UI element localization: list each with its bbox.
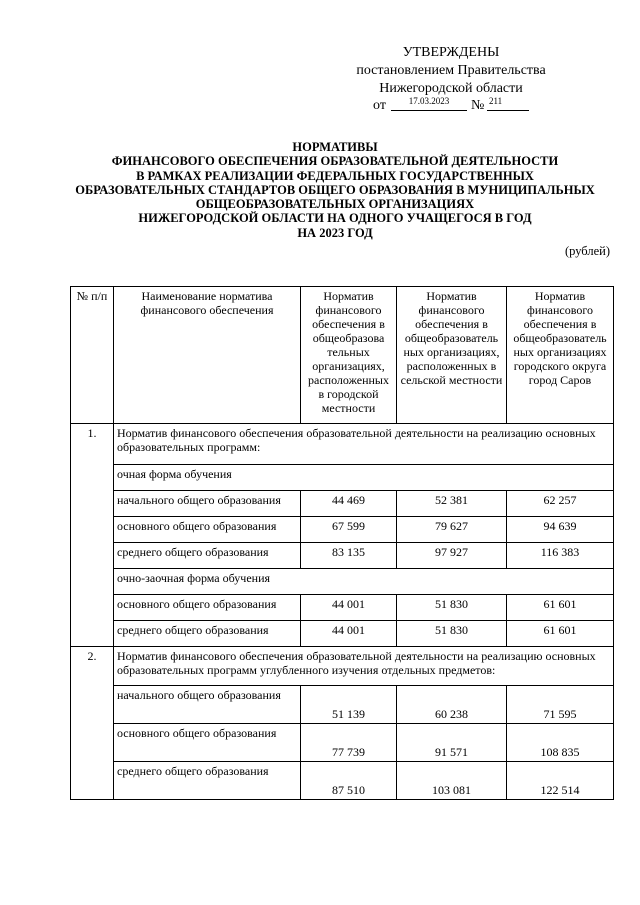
- rural-value: 60 238: [397, 686, 507, 724]
- urban-value: 67 599: [301, 517, 397, 543]
- row-name: основного общего образования: [114, 724, 301, 762]
- rural-value: 79 627: [397, 517, 507, 543]
- approval-line: УТВЕРЖДЕНЫ: [402, 45, 500, 60]
- section-title: Норматив финансового обеспечения образовательной деятельности на реализацию основных образовательных программ:: [114, 424, 614, 465]
- row-name: основного общего образования: [114, 517, 301, 543]
- title-line: В РАМКАХ РЕАЛИЗАЦИИ ФЕДЕРАЛЬНЫХ ГОСУДАРСТВЕННЫХ: [136, 168, 534, 183]
- order-from-label: от: [373, 98, 386, 113]
- table-row: [71, 465, 614, 491]
- row-name: начального общего образования: [114, 686, 301, 724]
- header-cell: Норматив финансового обеспечения в общеобразователь ных организациях городского округа город Саров: [507, 287, 614, 424]
- urban-value: 51 139: [301, 686, 397, 724]
- title-line: НА 2023 ГОД: [297, 225, 373, 240]
- approval-line: постановлением Правительства: [356, 63, 546, 78]
- table-row: [71, 724, 614, 762]
- form-label: очно-заочная форма обучения: [114, 569, 614, 595]
- row-name: начального общего образования: [114, 491, 301, 517]
- title-line: НОРМАТИВЫ: [292, 140, 378, 154]
- urban-value: 77 739: [301, 724, 397, 762]
- row-name: среднего общего образования: [114, 543, 301, 569]
- table-row: [71, 517, 614, 543]
- section-number: 1.: [71, 424, 114, 647]
- urban-value: 44 001: [301, 621, 397, 647]
- row-name: среднего общего образования: [114, 762, 301, 800]
- rural-value: 91 571: [397, 724, 507, 762]
- form-label: очная форма обучения: [114, 465, 614, 491]
- table-row: [71, 595, 614, 621]
- table-row: [71, 686, 614, 724]
- normatives-table: [70, 286, 614, 800]
- header-cell: Норматив финансового обеспечения в общеобразователь ных организациях, расположенных в сельской местности: [397, 287, 507, 424]
- title-line: ОБРАЗОВАТЕЛЬНЫХ СТАНДАРТОВ ОБЩЕГО ОБРАЗОВАНИЯ В МУНИЦИПАЛЬНЫХ: [75, 182, 595, 197]
- urban-value: 44 001: [301, 595, 397, 621]
- row-name: среднего общего образования: [114, 621, 301, 647]
- table-row: [71, 491, 614, 517]
- table-row: [71, 424, 614, 465]
- document-title: [55, 140, 615, 240]
- approval-order: [373, 96, 543, 116]
- title-line: ФИНАНСОВОГО ОБЕСПЕЧЕНИЯ ОБРАЗОВАТЕЛЬНОЙ ДЕЯТЕЛЬНОСТИ: [111, 154, 559, 169]
- header-cell: Норматив финансового обеспечения в общеобразова тельных организациях, расположенных в городской местности: [301, 287, 397, 424]
- table-row: [71, 543, 614, 569]
- header-cell: Наименование норматива финансового обеспечения: [114, 287, 301, 424]
- sarov-value: 122 514: [507, 762, 614, 800]
- urban-value: 87 510: [301, 762, 397, 800]
- table-header-row: [71, 287, 614, 424]
- urban-value: 83 135: [301, 543, 397, 569]
- sarov-value: 62 257: [507, 491, 614, 517]
- section-number: 2.: [71, 647, 114, 800]
- approval-block: [346, 44, 556, 98]
- order-number: 211: [487, 96, 529, 111]
- table-row: [71, 762, 614, 800]
- sarov-value: 116 383: [507, 543, 614, 569]
- urban-value: 44 469: [301, 491, 397, 517]
- sarov-value: 61 601: [507, 621, 614, 647]
- table-row: [71, 647, 614, 686]
- sarov-value: 108 835: [507, 724, 614, 762]
- rural-value: 51 830: [397, 595, 507, 621]
- table-row: [71, 569, 614, 595]
- sarov-value: 94 639: [507, 517, 614, 543]
- header-cell: № п/п: [71, 287, 114, 424]
- order-number-label: №: [471, 98, 485, 113]
- title-line: ОБЩЕОБРАЗОВАТЕЛЬНЫХ ОРГАНИЗАЦИЯХ: [195, 197, 475, 212]
- rural-value: 97 927: [397, 543, 507, 569]
- section-title: Норматив финансового обеспечения образовательной деятельности на реализацию основных образовательных программ углубленного изучения отдельных предметов:: [114, 647, 614, 686]
- order-date: 17.03.2023: [391, 96, 467, 111]
- approval-line: Нижегородской области: [379, 81, 523, 96]
- rural-value: 52 381: [397, 491, 507, 517]
- rural-value: 103 081: [397, 762, 507, 800]
- sarov-value: 61 601: [507, 595, 614, 621]
- sarov-value: 71 595: [507, 686, 614, 724]
- rural-value: 51 830: [397, 621, 507, 647]
- title-line: НИЖЕГОРОДСКОЙ ОБЛАСТИ НА ОДНОГО УЧАЩЕГОСЯ В ГОД: [138, 211, 532, 226]
- table-row: [71, 621, 614, 647]
- row-name: основного общего образования: [114, 595, 301, 621]
- units-label: (рублей): [564, 244, 610, 258]
